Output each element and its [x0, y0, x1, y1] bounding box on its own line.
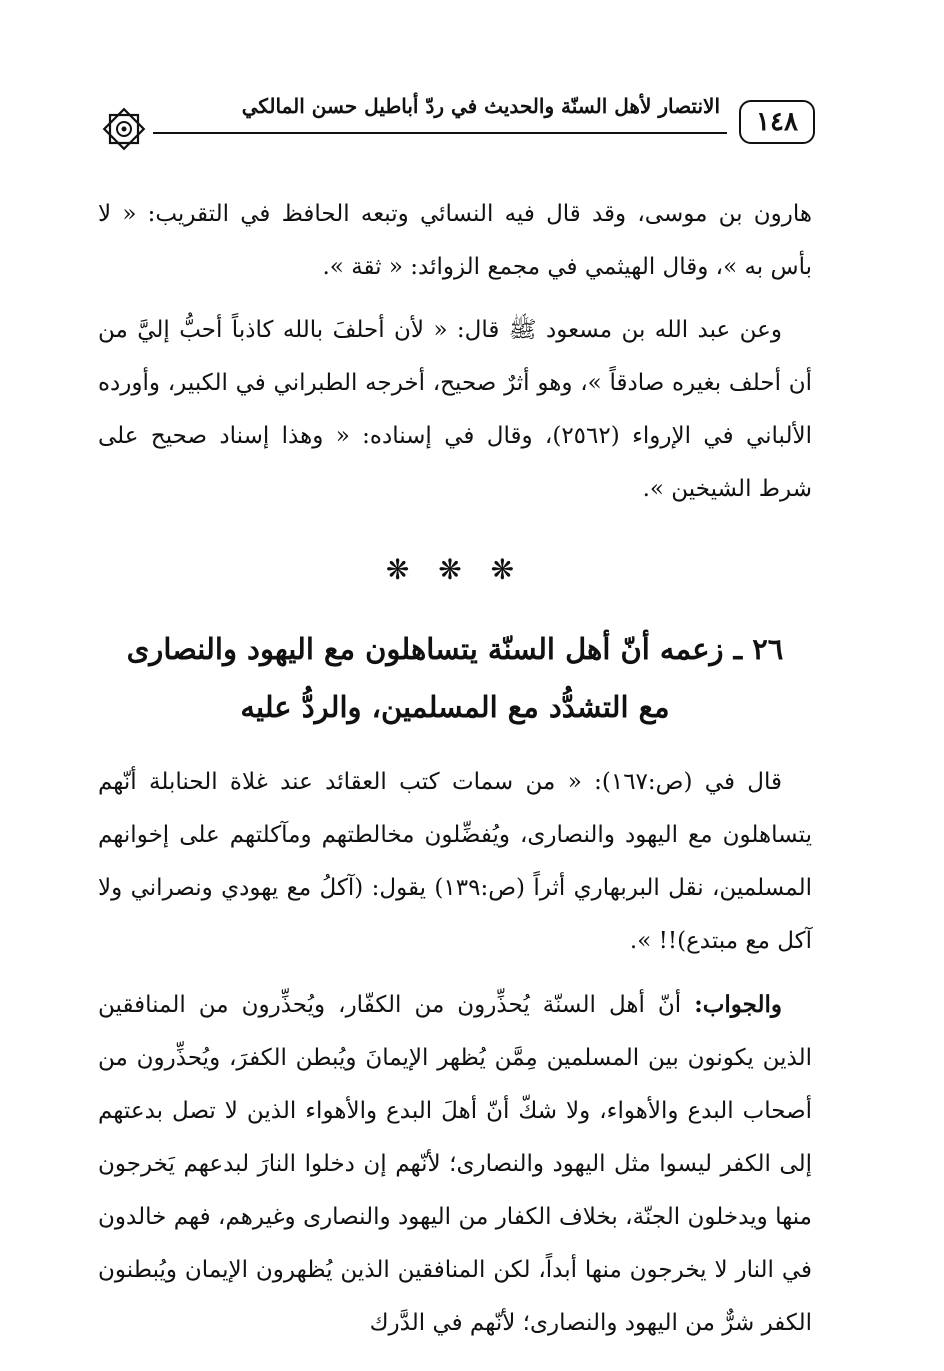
answer-text: أنّ أهل السنّة يُحذِّرون من الكفّار، ويُحذِّرون من المنافقين الذين يكونون بين المسلمين مِمَّن يُظهر الإيمانَ ويُبطن الكفرَ، ويُحذِّرون من أصحاب البدع والأهواء، ولا شكّ أنّ أهلَ البدع والأهواء الذين لا تصل بدعتهم إلى الكفر ليسوا مثل اليهود والنصارى؛ لأنّهم إن دخلوا النارَ لبدعهم يَخرجون منها ويدخلون الجنّة، بخلاف الكفار من اليهود والنصارى وغيرهم، فهم خالدون في النار لا يخرجون منها أبداً، لكن المنافقين الذين يُظهرون الإيمان ويُبطنون الكفر شرٌّ من اليهود والنصارى؛ لأنّهم في الدَّرك — [98, 992, 812, 1336]
paragraph: قال في (ص:١٦٧): « من سمات كتب العقائد عند غلاة الحنابلة أنّهم يتساهلون مع اليهود والنصارى، ويُفضِّلون مخالطتهم ومآكلتهم على إخوانهم المسلمين، نقل البربهاري أثراً (ص:١٣٩) يقول: (آكلُ مع يهودي ونصراني ولا آكل مع مبتدع)!! ». — [98, 769, 812, 954]
paragraph: هارون بن موسى، وقد قال فيه النسائي وتبعه الحافظ في التقريب: « لا بأس به »، وقال الهيثمي في مجمع الزوائد: « ثقة ». — [98, 201, 812, 280]
running-title: الانتصار لأهل السنّة والحديث في ردّ أباطيل حسن المالكي — [241, 94, 720, 118]
paragraph: وعن عبد الله بن مسعود ﷺ قال: « لأن أحلفَ بالله كاذباً أحبُّ إليَّ من أن أحلف بغيره صادقاً »، وهو أثرٌ صحيح، أخرجه الطبراني في الكبير، وأورده الألباني في الإرواء (٢٥٦٢)، وقال في إسناده: « وهذا إسناد صحيح على شرط الشيخين ». — [98, 317, 812, 502]
running-header — [95, 92, 815, 152]
answer-label: والجواب: — [694, 991, 782, 1018]
paragraph — [98, 978, 812, 1350]
page-content — [98, 188, 812, 1360]
eight-point-star-icon — [101, 106, 147, 152]
section-separator: ❋ ❋ ❋ — [385, 553, 525, 586]
section-heading: ٢٦ ـ زعمه أنّ أهل السنّة يتساهلون مع اليهود والنصارى مع التشدُّد مع المسلمين، والردُّ عليه — [126, 632, 784, 724]
page-number: ١٤٨ — [739, 100, 815, 144]
header-rule — [153, 132, 727, 134]
